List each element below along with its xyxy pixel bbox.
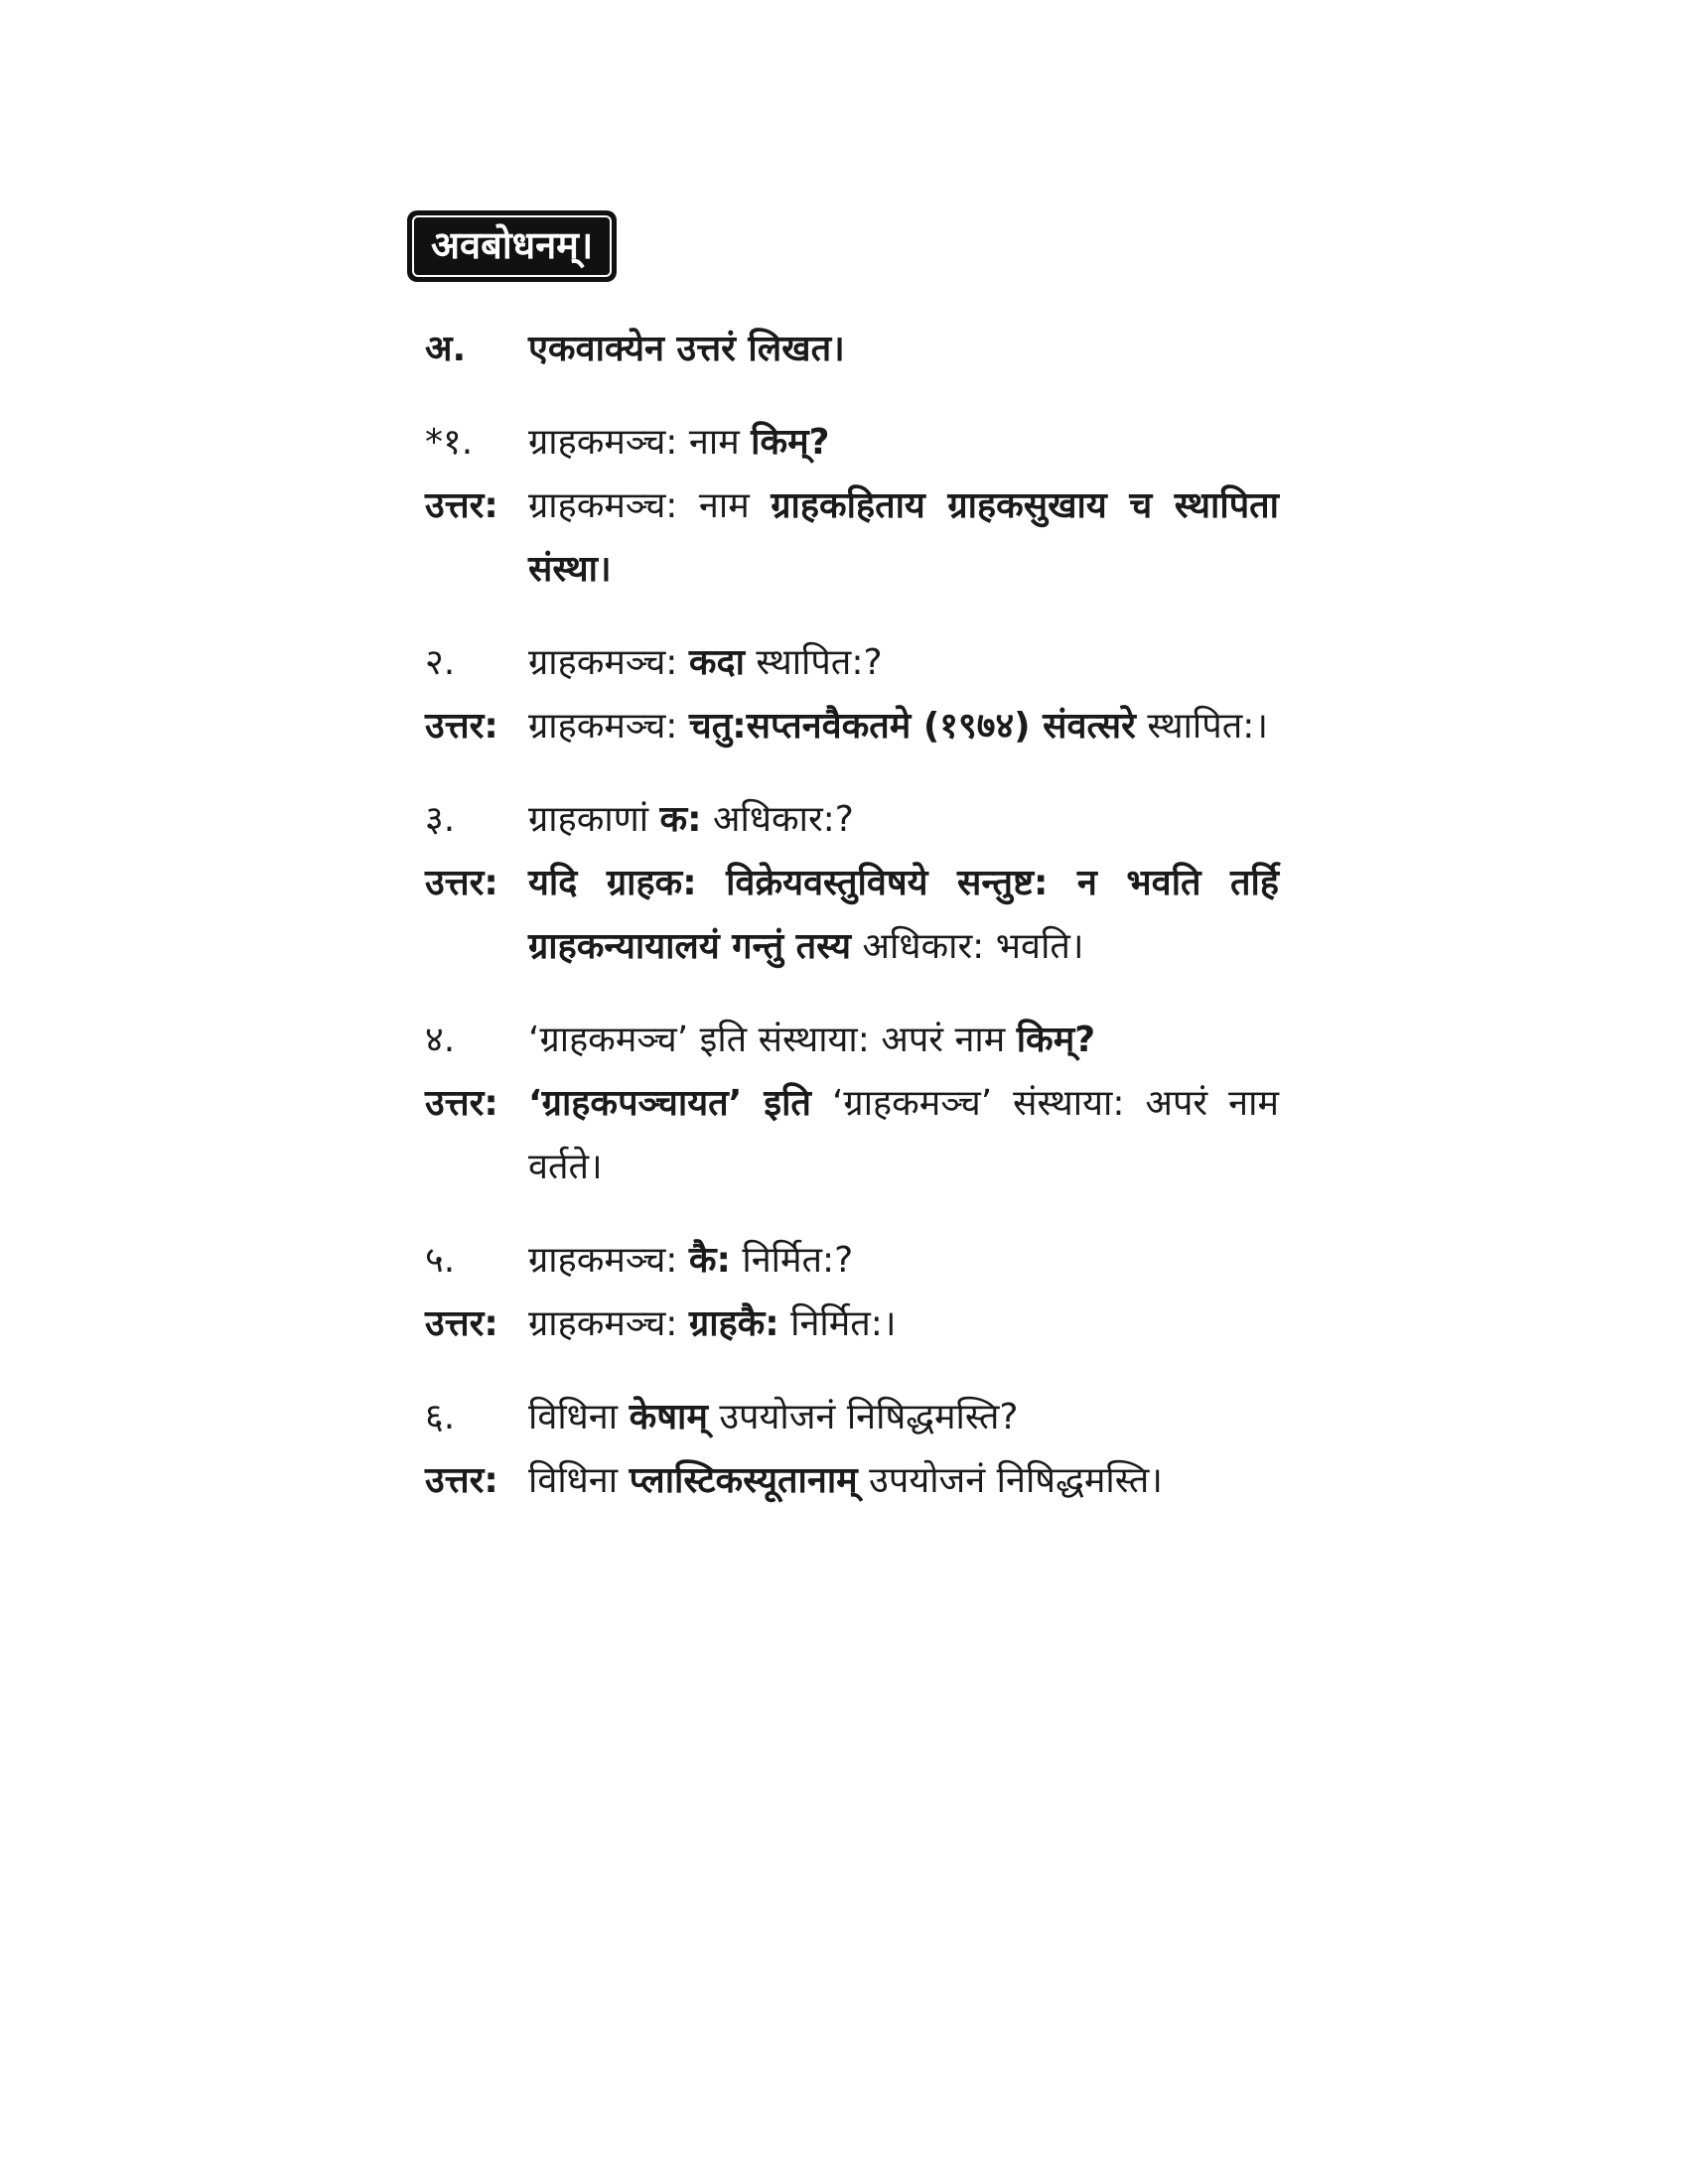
answer-row [425,1072,1279,1199]
question-text-segment: किम्? [1016,1020,1096,1060]
question-text-segment: ग्राहकाणां [528,799,660,840]
question-row [425,1386,1279,1449]
question-number: *१. [425,422,474,463]
question-text-segment: क: [659,799,702,840]
question-text-segment: विधिना [528,1397,630,1437]
question-text-segment: स्थापित:? [744,642,883,683]
answer-text-segment: उपयोजनं निषिद्धमस्ति। [857,1460,1163,1501]
section-instruction [425,318,1279,381]
question-text-segment: ग्राहकमञ्च: [528,1240,689,1281]
answer-text-segment: यदि ग्राहक: विक्रेयवस्तुविषये सन्तुष्ट: न भवति तर्हि ग्राहकन्यायालयं गन्तुं तस्य [528,863,1279,967]
answer-row [425,1293,1279,1356]
section-instruction-text: एकवाक्येन उत्तरं लिखत। [528,329,845,369]
question-row [425,1229,1279,1293]
answer-text-segment: प्लास्टिकस्यूतानाम् [629,1460,858,1501]
answer-label: उत्तर: [425,1303,498,1344]
exercise-content [425,210,1279,1513]
question-text-segment: ग्राहकमञ्च: नाम [528,422,752,463]
question-number: ४. [425,1020,456,1060]
answer-text-segment: ‘ग्राहकमञ्च’ संस्थाया: अपरं नाम वर्तते। [528,1083,1279,1187]
answer-label: उत्तर: [425,1460,498,1501]
question-text-segment: कदा [688,642,745,683]
section-heading-badge: अवबोधनम्। [407,210,617,282]
answer-label: उत्तर: [425,1083,498,1124]
question-text-segment: केषाम् [629,1397,708,1437]
question-number: ६. [425,1397,456,1437]
question-row [425,788,1279,852]
question-text-segment: ‘ग्राहकमञ्च’ इति संस्थाया: अपरं नाम [528,1020,1017,1060]
answer-text-segment: ग्राहकमञ्च: नाम [528,485,772,526]
question-text-segment: उपयोजनं निषिद्धमस्ति? [707,1397,1019,1437]
question-row [425,1009,1279,1072]
answer-row [425,695,1279,758]
question-answer-list [425,411,1279,1513]
answer-text-segment: स्थापित:। [1135,706,1268,747]
answer-text-segment: ‘ग्राहकपञ्चायत’ इति [528,1083,811,1124]
question-number: २. [425,642,456,683]
question-text-segment: कै: [688,1240,731,1281]
answer-text-segment: निर्मित:। [778,1303,897,1344]
question-row [425,411,1279,475]
answer-row [425,852,1279,979]
answer-text-segment: ग्राहकमञ्च: [528,706,689,747]
question-number: ३. [425,799,456,840]
question-text-segment: किम्? [751,422,830,463]
answer-text-segment: ग्राहकहिताय ग्राहकसुखाय च स्थापिता संस्था। [528,485,1279,590]
question-text-segment: अधिकार:? [701,799,854,840]
question-number: ५. [425,1240,456,1281]
answer-label: उत्तर: [425,863,498,903]
question-row [425,631,1279,695]
question-text-segment: ग्राहकमञ्च: [528,642,689,683]
question-text-segment: निर्मित:? [730,1240,854,1281]
answer-text-segment: चतु:सप्तनवैकतमे (१९७४) संवत्सरे [688,706,1136,747]
answer-text-segment: ग्राहकै: [688,1303,779,1344]
answer-text-segment: ग्राहकमञ्च: [528,1303,689,1344]
answer-text-segment: विधिना [528,1460,630,1501]
section-marker: अ. [425,329,467,369]
answer-row [425,475,1279,602]
answer-label: उत्तर: [425,485,498,526]
answer-text-segment: अधिकार: भवति। [851,926,1084,967]
answer-row [425,1449,1279,1513]
answer-label: उत्तर: [425,706,498,747]
